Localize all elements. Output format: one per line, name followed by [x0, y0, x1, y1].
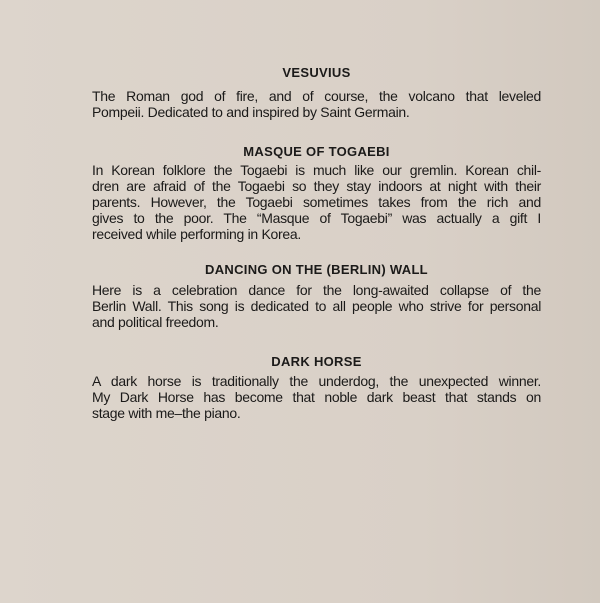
text-line: A dark horse is traditionally the underdog, the unexpected winner. — [92, 373, 541, 389]
section-body-masque-of-togaebi — [92, 162, 541, 242]
section-body-vesuvius — [92, 88, 541, 120]
section-body-dark-horse — [92, 373, 541, 421]
section-heading-vesuvius: VESUVIUS — [282, 65, 351, 80]
text-line: Pompeii. Dedicated to and inspired by Saint Germain. — [92, 104, 410, 120]
text-line: gives to the poor. The “Masque of Togaebi” was actually a gift I — [92, 210, 541, 226]
text-line: and political freedom. — [92, 314, 219, 330]
text-line: The Roman god of fire, and of course, the volcano that leveled — [92, 88, 541, 104]
section-body-dancing-on-the-berlin-wall — [92, 282, 541, 330]
text-line: In Korean folklore the Togaebi is much like our gremlin. Korean chil- — [92, 162, 541, 178]
section-heading-dark-horse: DARK HORSE — [271, 354, 362, 369]
text-line: stage with me–the piano. — [92, 405, 241, 421]
section-heading-masque-of-togaebi: MASQUE OF TOGAEBI — [243, 144, 390, 159]
text-line: Here is a celebration dance for the long-awaited collapse of the — [92, 282, 541, 298]
section-heading-dancing-on-the-berlin-wall: DANCING ON THE (BERLIN) WALL — [205, 262, 428, 277]
text-line: received while performing in Korea. — [92, 226, 301, 242]
text-line: My Dark Horse has become that noble dark beast that stands on — [92, 389, 541, 405]
text-line: Berlin Wall. This song is dedicated to all people who strive for personal — [92, 298, 541, 314]
text-line: parents. However, the Togaebi sometimes takes from the rich and — [92, 194, 541, 210]
text-line: dren are afraid of the Togaebi so they stay indoors at night with their — [92, 178, 541, 194]
